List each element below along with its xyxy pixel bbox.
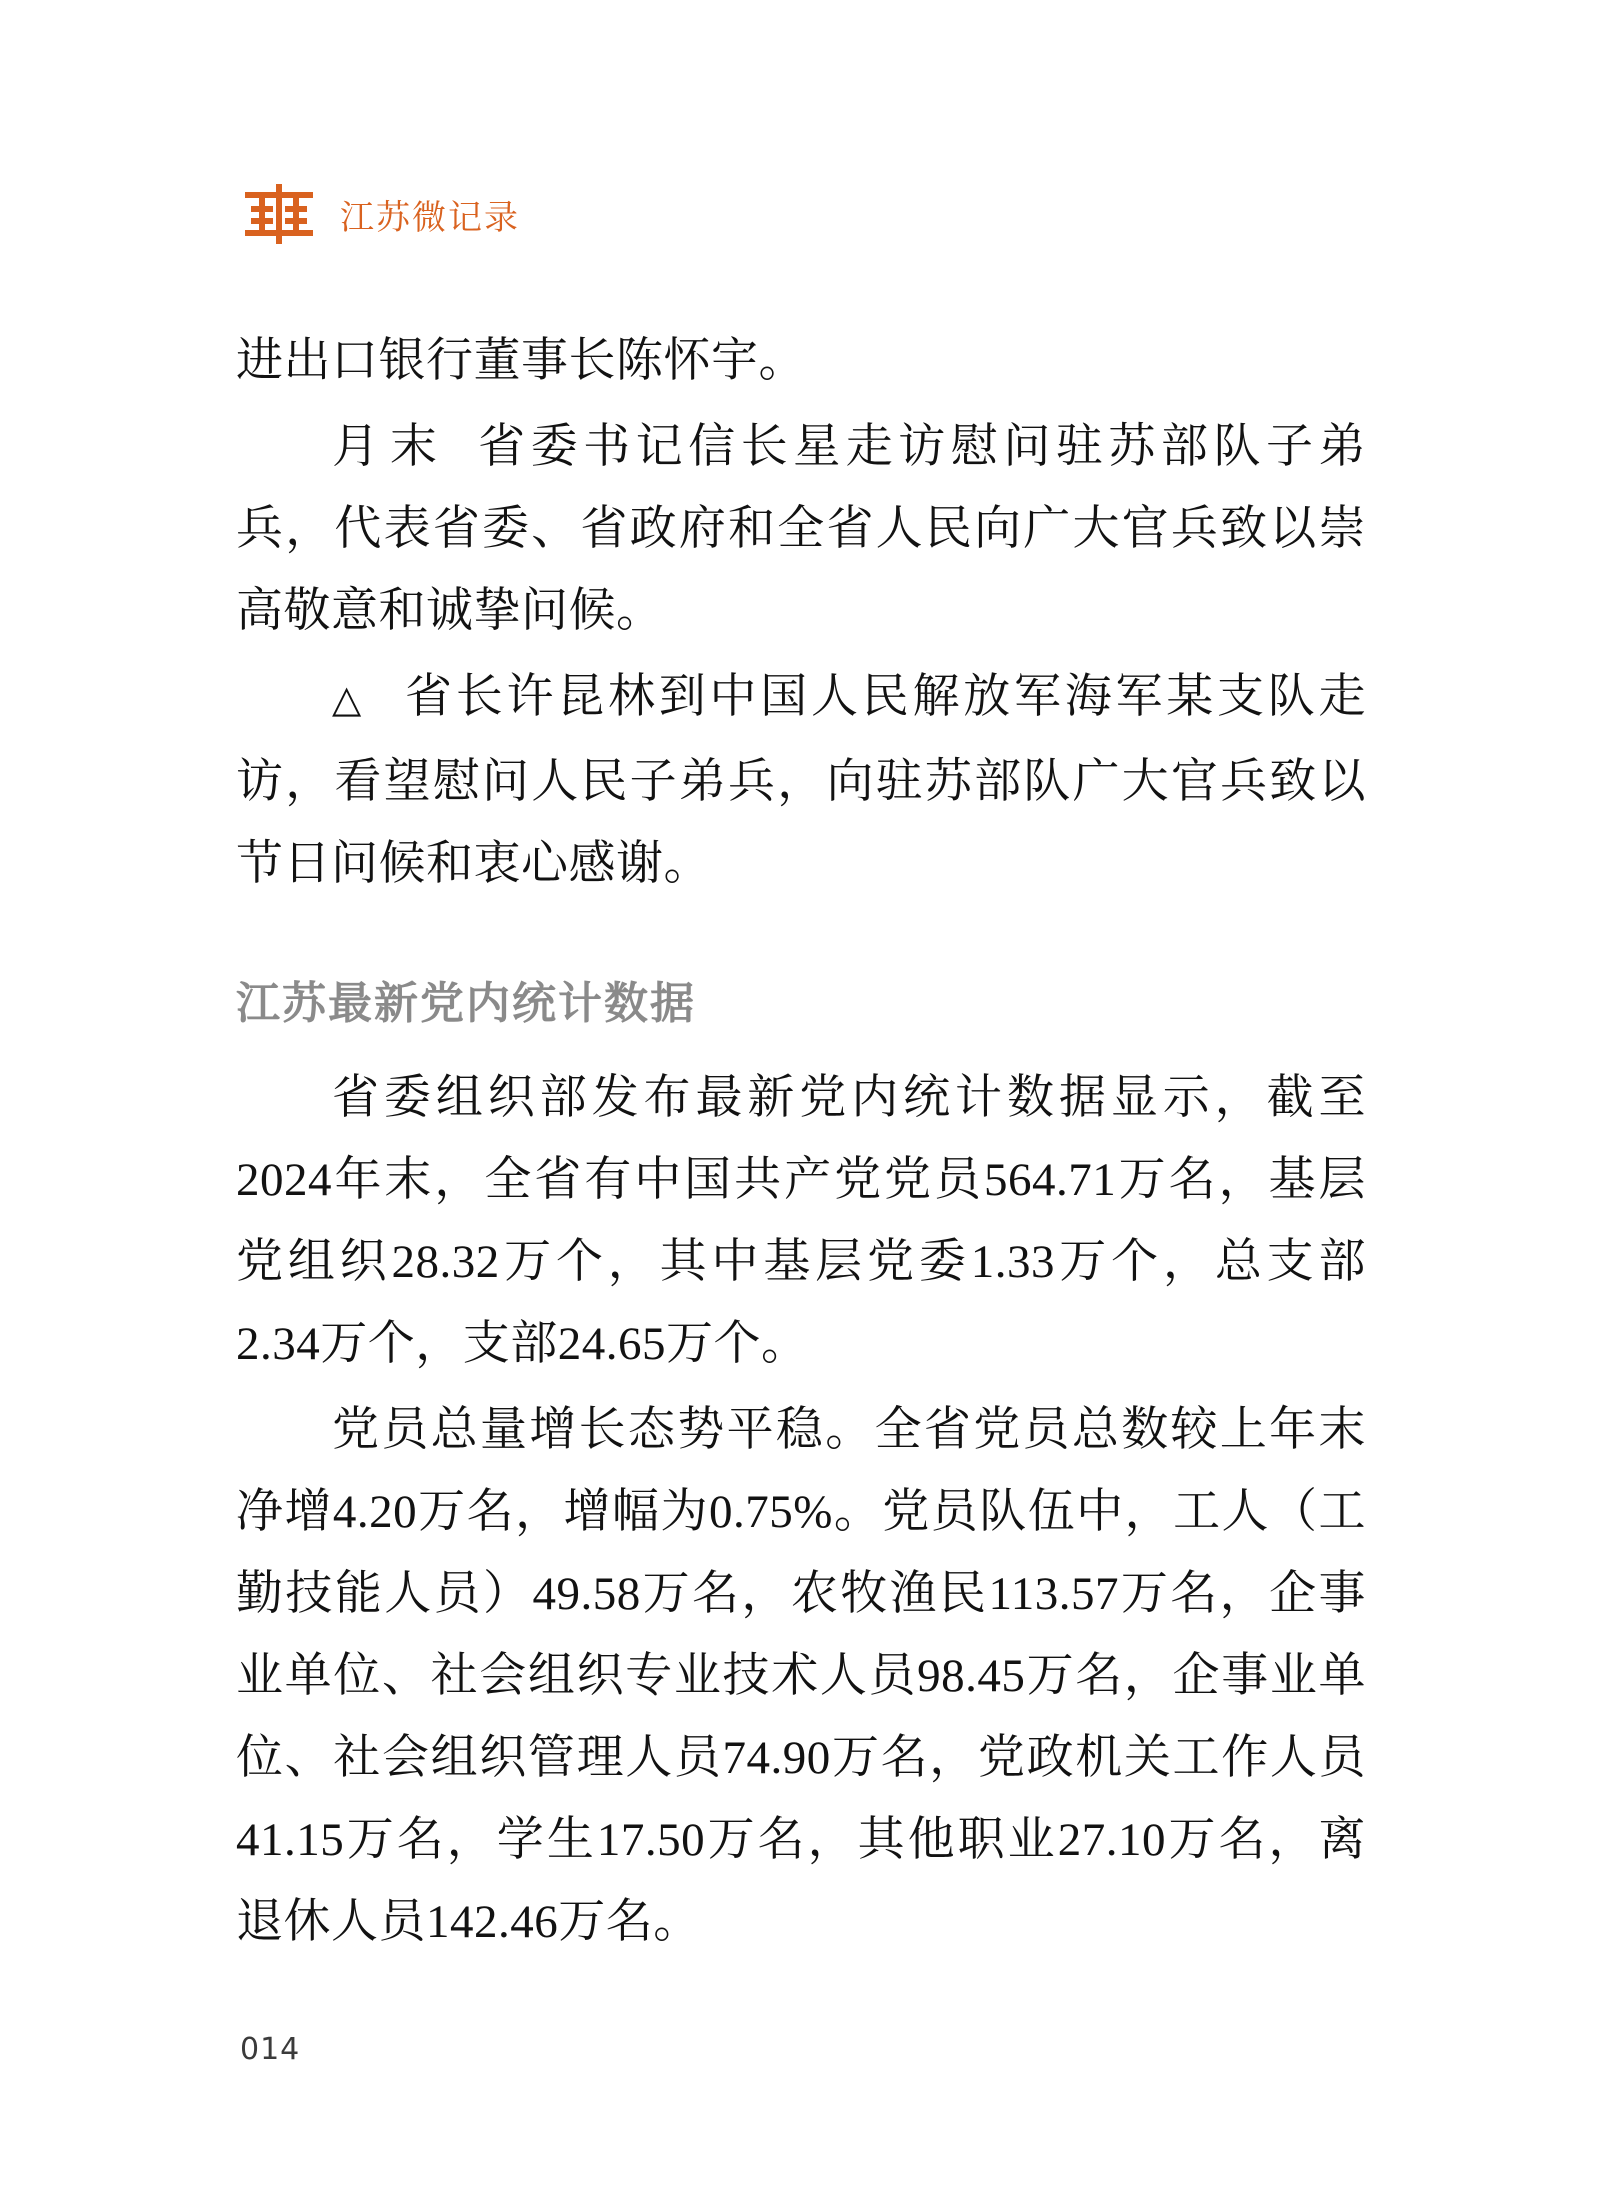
jiangsu-seal-logo-icon xyxy=(240,175,318,253)
page-header xyxy=(240,175,520,253)
triangle-bullet-icon: △ xyxy=(332,679,365,721)
paragraph-stats-1: 省委组织部发布最新党内统计数据显示，截至2024年末，全省有中国共产党党员564.71万名，基层党组织28.32万个，其中基层党委1.33万个，总支部2.34万个，支部24.65万个。 xyxy=(236,1072,1366,1370)
paragraph-month-end xyxy=(236,406,1366,652)
paragraph-text: 省长许昆林到中国人民解放军海军某支队走访，看望慰问人民子弟兵，向驻苏部队广大官兵致以节日问候和衷心感谢。 xyxy=(236,671,1366,890)
paragraph-text: 进出口银行董事长陈怀宇。 xyxy=(236,335,806,387)
page-number: 014 xyxy=(240,2032,301,2067)
section-heading: 江苏最新党内统计数据 xyxy=(236,978,696,1029)
page-content xyxy=(236,320,1366,1967)
paragraph-continuation xyxy=(236,320,1366,402)
paragraph-text: 省委书记信长星走访慰问驻苏部队子弟兵，代表省委、省政府和全省人民向广大官兵致以崇高敬意和诚挚问候。 xyxy=(236,421,1367,637)
paragraph-triangle xyxy=(236,656,1366,905)
paragraph-stats-2: 党员总量增长态势平稳。全省党员总数较上年末净增4.20万名，增幅为0.75%。党员队伍中，工人（工勤技能人员）49.58万名，农牧渔民113.57万名，企事业单位、社会组织专业技术人员98.45万名，企事业单位、社会组织管理人员74.90万名，党政机关工作人员41.15万名，学生17.50万名，其他职业27.10万名，离退休人员142.46万名。 xyxy=(236,1404,1366,1948)
paragraph-lead-label: 月末 xyxy=(332,421,449,473)
header-title: 江苏微记录 xyxy=(340,197,520,238)
